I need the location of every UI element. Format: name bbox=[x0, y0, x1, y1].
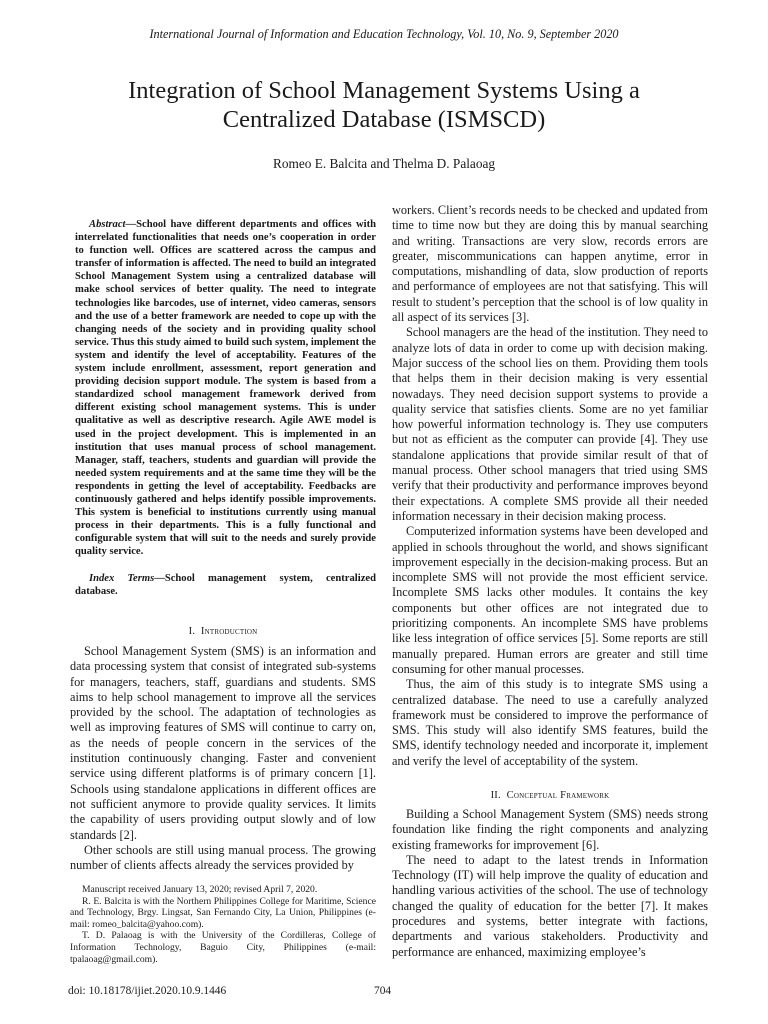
paragraph: Thus, the aim of this study is to integrate SMS using a centralized database. The need to use a carefully analyzed framework must be considered to improve the performance of SMS. This study will also identify SMS features, build the SMS, identify technology needed and incorporate it, implement and verify the level of acceptability of the system. bbox=[392, 677, 708, 768]
paragraph: School managers are the head of the institution. They need to analyze lots of data in order to come up with decision making. Major success of the school lies on them. Providing them tools that helps them in their decision making is very essential nowadays. They need decision support systems to provide a quality service that satisfies clients. Some are no yet familiar how powerful information technology is. They use computers but not as efficient as the computer can provide [4]. They use standalone applications that provide similar result of that of manual process. Other school managers that tried using SMS verify that their productivity and performance improves beyond their expectations. A complete SMS provide all their needed information necessary in their decision making process. bbox=[392, 325, 708, 523]
footnotes bbox=[70, 884, 376, 965]
footnote-author-2: T. D. Palaoag is with the University of the Cordilleras, College of Information Technology, Baguio City, Philippines (e-mail: tpalaoag@gmail.com). bbox=[70, 930, 376, 965]
paper-title bbox=[60, 76, 708, 134]
paragraph: Other schools are still using manual process. The growing number of clients affects already the services provided by bbox=[70, 842, 376, 873]
journal-header: International Journal of Information and Education Technology, Vol. 10, No. 9, September 2020 bbox=[149, 27, 619, 41]
footnote-author-1: R. E. Balcita is with the Northern Philippines College for Maritime, Science and Technology, Brgy. Lingsat, San Fernando City, La Union, Philippines (e-mail: romeo_balcita@yahoo.com). bbox=[70, 895, 376, 930]
right-column-body-bottom bbox=[392, 807, 708, 960]
section-title: Conceptual Framework bbox=[506, 790, 610, 801]
index-terms-label: Index Terms bbox=[89, 573, 155, 584]
paragraph: School Management System (SMS) is an information and data processing system that consist of integrated sub-systems for managers, teachers, staff, guardians and students. SMS aims to help school management to improve all the services provided by the school. The adaptation of technologies as well as improving features of SMS will continue to carry on, as the needs of people concern in the services of the institution continuously changing. Faster and convenient service using different platforms is of primary concern [1]. Schools using standalone applications in different offices are not sufficient anymore to provide quality services. It limits the capability of users providing output slowly and of low standards [2]. bbox=[70, 644, 376, 842]
left-column-body bbox=[70, 644, 376, 873]
title-line-1: Integration of School Management Systems Using a bbox=[128, 77, 640, 104]
section-heading-introduction bbox=[70, 626, 376, 637]
index-terms-text: —School management system, centralized database. bbox=[75, 573, 376, 598]
doi: doi: 10.18178/ijiet.2020.10.9.1446 bbox=[68, 985, 227, 997]
abstract-text: —School have different departments and offices with interrelated functionalities that needs one’s cooperation in order to function well. Offices are scattered across the campus and transfer of information is affected. The need to build an integrated School Management System using a centralized database will make school services of better quality. The need to integrate technologies like barcodes, use of internet, video cameras, sensors and the use of a better framework are needed to cope up with the changing needs of the society and in providing quality school service. Thus this study aimed to build such system, implement the system and identify the level of acceptability. Features of the system include enrollment, assessment, report generation and providing decision support module. The system is based from a standardized school management framework derived from different existing school management systems. This is under qualitative as well as descriptive research. Agile AWE model is used in the project development. This is implemented in an institution that uses manual process of school management. Manager, staff, teachers, students and guardian will provide the needed system requirements and at the same time they will be the respondents in getting the level of acceptability. Feedbacks are continuously gathered and helps identify possible improvements. This system is beneficial to institutions currently using manual process in their departments. This is a fully functional and configurable system that will suit to the needs and surely provide quality service. bbox=[75, 219, 376, 558]
paragraph: workers. Client’s records needs to be checked and updated from time to time now but they are doing this by manual searching and writing. Transactions are very slow, records errors are greater, miscommunications can happen anytime, error in computations, mishandling of data, slow production of reports and performance of employees are not that satisfying. This will result to student’s perception that the school is of low quality in all aspect of its services [3]. bbox=[392, 203, 708, 325]
authors: Romeo E. Balcita and Thelma D. Palaoag bbox=[272, 156, 496, 171]
section-number: II. bbox=[490, 790, 501, 801]
abstract bbox=[75, 218, 376, 558]
footnote-manuscript: Manuscript received January 13, 2020; revised April 7, 2020. bbox=[82, 884, 318, 895]
right-column-body-top bbox=[392, 203, 708, 769]
paragraph: The need to adapt to the latest trends in Information Technology (IT) will help improve the quality of education and handling various activities of the school. The use of technology changed the quality of education for the better [7]. It makes procedures and systems, better integrate with factions, departments and various stakeholders. Productivity and performance are enhanced, maximizing employee’s bbox=[392, 852, 708, 959]
section-heading-conceptual-framework bbox=[392, 790, 708, 801]
index-terms bbox=[75, 572, 376, 598]
page-number: 704 bbox=[374, 985, 392, 997]
section-number: I. bbox=[188, 626, 196, 637]
paragraph: Computerized information systems have been developed and applied in schools throughout the world, and shows significant improvement especially in the decision-making process. But an incomplete SMS will not provide the most efficient service. Incomplete SMS lacks other modules. It contains the key components but other offices are not integrated due to prioritizing components. An incomplete SMS have problems like less integration of office services [5]. Some reports are still manually prepared. Human errors are greater and still time consuming for other manual processes. bbox=[392, 524, 708, 676]
title-line-2: Centralized Database (ISMSCD) bbox=[222, 106, 546, 133]
paragraph: Building a School Management System (SMS) needs strong foundation like finding the right components and analyzing existing frameworks for improvement [6]. bbox=[392, 807, 708, 852]
section-title: Introduction bbox=[200, 626, 258, 637]
abstract-label: Abstract bbox=[89, 219, 126, 230]
